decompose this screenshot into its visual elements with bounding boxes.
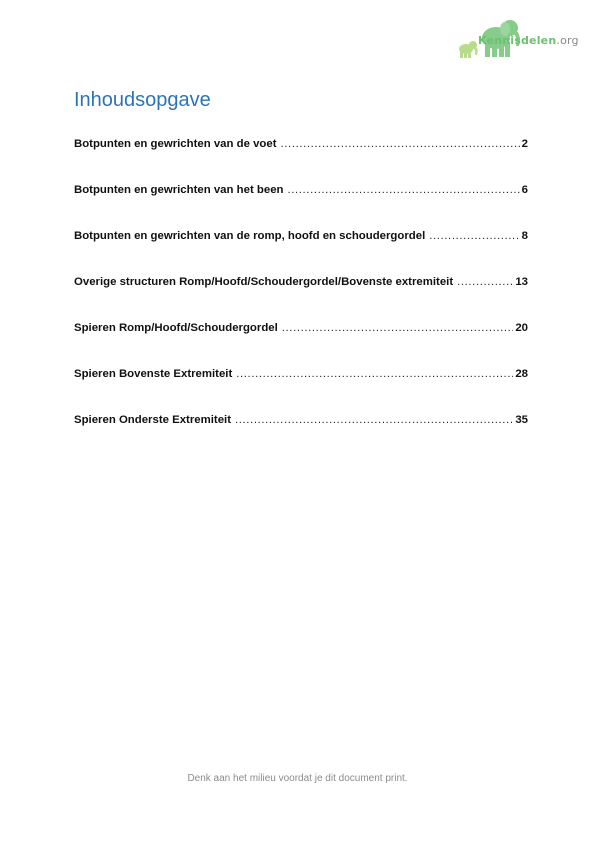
kennisdelen-logo — [456, 12, 586, 62]
toc-dot-leader — [282, 322, 514, 334]
toc-title: Inhoudsopgave — [74, 89, 211, 111]
toc-dot-leader — [236, 368, 513, 380]
toc-entry-page: 6 — [521, 184, 528, 196]
toc-dot-leader — [235, 414, 513, 426]
logo-tld: .org — [556, 34, 579, 47]
table-of-contents — [74, 138, 528, 460]
toc-dot-leader — [287, 184, 519, 196]
toc-entry-been[interactable] — [74, 184, 528, 230]
toc-entry-page: 20 — [515, 322, 528, 334]
logo-name: Kennisdelen — [478, 34, 557, 47]
toc-entry-label: Botpunten en gewrichten van het been — [74, 184, 284, 196]
toc-entry-page: 2 — [521, 138, 528, 150]
toc-entry-page: 35 — [515, 414, 528, 426]
logo-wordmark — [478, 34, 579, 47]
toc-entry-spieren-bovenste[interactable] — [74, 368, 528, 414]
toc-entry-label: Botpunten en gewrichten van de voet — [74, 138, 277, 150]
toc-entry-label: Spieren Bovenste Extremiteit — [74, 368, 233, 380]
toc-entry-label: Spieren Onderste Extremiteit — [74, 414, 231, 426]
toc-entry-page: 8 — [521, 230, 528, 242]
toc-dot-leader — [281, 138, 520, 150]
toc-entry-overige-structuren[interactable] — [74, 276, 528, 322]
toc-dot-leader — [429, 230, 519, 242]
toc-entry-page: 28 — [515, 368, 528, 380]
toc-entry-voet[interactable] — [74, 138, 528, 184]
toc-entry-label: Overige structuren Romp/Hoofd/Schoudergordel/Bovenste extremiteit — [74, 276, 454, 288]
toc-entry-spieren-onderste[interactable] — [74, 414, 528, 460]
toc-dot-leader — [457, 276, 513, 288]
toc-entry-label: Spieren Romp/Hoofd/Schoudergordel — [74, 322, 278, 334]
footer-note: Denk aan het milieu voordat je dit document print. — [187, 773, 408, 784]
toc-entry-romp-hoofd-schoudergordel[interactable] — [74, 230, 528, 276]
toc-entry-page: 13 — [515, 276, 528, 288]
toc-entry-label: Botpunten en gewrichten van de romp, hoofd en schoudergordel — [74, 230, 426, 242]
toc-entry-spieren-romp[interactable] — [74, 322, 528, 368]
